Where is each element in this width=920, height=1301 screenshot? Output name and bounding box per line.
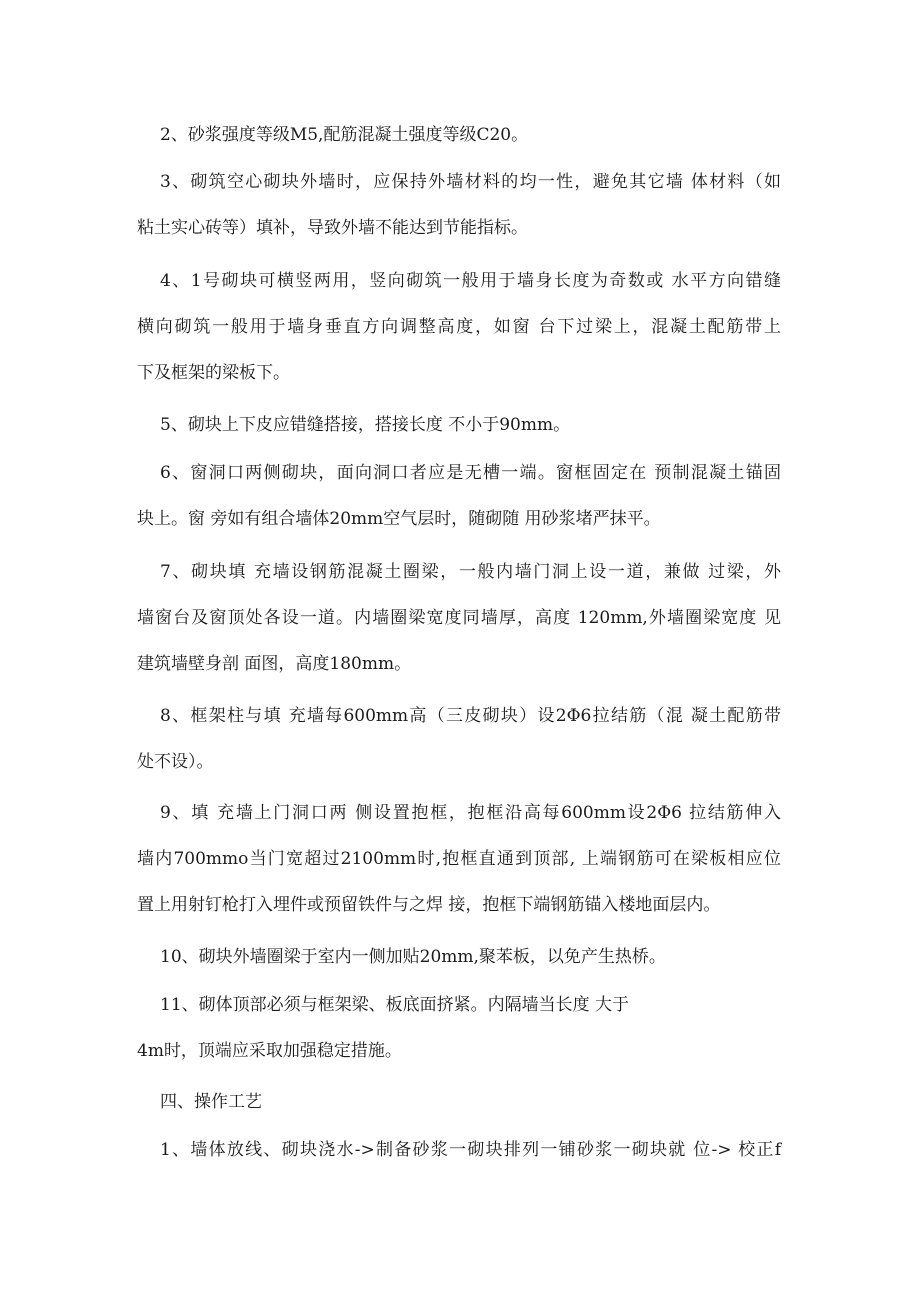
paragraph-3 [0,159,920,251]
paragraph-4 [0,258,920,396]
text-line: 11、砌体顶部必须与框架梁、板底面挤紧。内隔墙当长度 大于 [160,995,630,1015]
text-line: 粘土实心砖等）填补，导致外墙不能达到节能指标。 [137,218,528,238]
text-line: 6、窗洞口两侧砌块，面向洞口者应是无槽一端。窗框固定在 预制混凝土锚固 [160,463,781,483]
text-line: 下及框架的梁板下。 [137,363,290,383]
paragraph-8 [0,693,920,785]
paragraph-6 [0,450,920,542]
text-line: 10、砌块外墙圈梁于室内一侧加贴20mm,聚苯板，以免产生热桥。 [160,947,666,967]
text-line: 块上。窗 旁如有组合墙体20mm空气层时，随砌随 用砂浆堵严抹平。 [137,509,661,529]
text-line: 4m时，顶端应采取加强稳定措施。 [137,1041,402,1061]
paragraph-9 [0,790,920,928]
paragraph-step-1 [0,1127,920,1173]
text-line: 墙内700mmo当门宽超过2100mm时,抱框直通到顶部, 上端钢筋可在梁板相应位 [137,849,781,869]
text-line: 8、框架柱与填 充墙每600mm高（三皮砌块）设2Φ6拉结筋（混 凝土配筋带 [160,706,781,726]
text-line: 置上用射钉枪打入埋件或预留铁件与之焊 接，抱框下端钢筋锚入楼地面层内。 [137,895,721,915]
paragraph-10 [0,934,920,980]
text-line: 处不设）。 [137,752,214,772]
paragraph-7 [0,549,920,687]
text-line: 横向砌筑一般用于墙身垂直方向调整高度，如窗 台下过梁上，混凝土配筋带上 [137,317,781,337]
text-line: 7、砌块填 充墙设钢筋混凝土圈梁，一般内墙门洞上设一道，兼做 过梁，外 [160,562,781,582]
text-line: 2、砂浆强度等级M5,配筋混凝土强度等级C20。 [160,125,529,145]
section-heading-operation-process [0,1079,920,1125]
text-line: 5、砌块上下皮应错缝搭接，搭接长度 不小于90mm。 [160,415,571,435]
text-line: 9、填 充墙上门洞口两 侧设置抱框，抱框沿高每600mm设2Φ6 拉结筋伸入 [160,803,781,823]
text-line: 1、墙体放线、砌块浇水->制备砂浆一砌块排列一铺砂浆一砌块就 位-> 校正f [160,1140,781,1160]
text-line: 四、操作工艺 [160,1092,262,1112]
text-line: 4、1号砌块可横竖两用，竖向砌筑一般用于墙身长度为奇数或 水平方向错缝 [160,271,781,291]
paragraph-2 [0,112,920,158]
paragraph-11 [0,982,920,1074]
paragraph-5 [0,402,920,448]
text-line: 3、砌筑空心砌块外墙时，应保持外墙材料的均一性，避免其它墙 体材料（如 [160,172,781,192]
text-line: 建筑墙壁身剖 面图，高度180mm。 [137,654,412,674]
text-line: 墙窗台及窗顶处各设一道。内墙圈梁宽度同墙厚，高度 120mm,外墙圈梁宽度 见 [137,608,781,628]
